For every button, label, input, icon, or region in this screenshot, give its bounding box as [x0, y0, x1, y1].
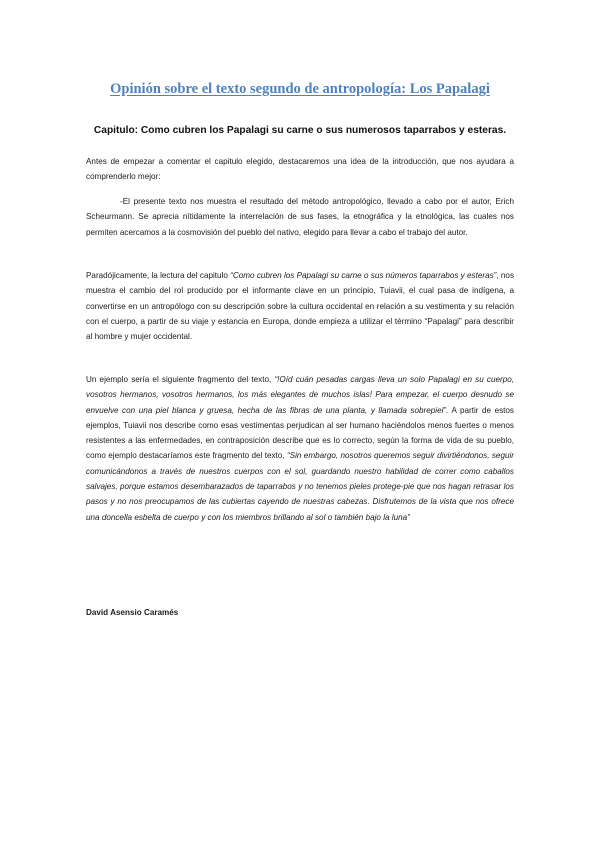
second-paragraph-text-1: Paradójicamente, la lectura del capitulo [86, 271, 231, 280]
intro-paragraph: Antes de empezar a comentar el capitulo elegido, destacaremos una idea de la introducción, que nos ayudara a comprenderlo mejor: [86, 157, 514, 182]
chapter-subtitle: Capitulo: Como cubren los Papalagi su carne o sus numerosos taparrabos y esteras. [93, 125, 507, 136]
intro-quote-paragraph [86, 194, 514, 240]
third-paragraph-text-2: A partir de estos ejemplos, Tuiavii nos describe como esas vestimentas perjudican al ser humano haciéndolos menos fuertes o menos resistentes a las enfermedades, en contraposición describe que es lo correcto, según la forma de vida de su pueblo, como ejemplo destacaríamos este fragmento del texto, [86, 405, 514, 461]
third-paragraph-italic-2: “Sin embargo, nosotros queremos seguir divirtiéndonos, seguir comunicándonos a través de nuestros cuerpos con el sol, guardando nuestro habilidad de correr como caballos salvajes, porque estamos desembarazados de taparrabos y no tenemos pieles protege-pie que nos hagan retrasar los pasos y no nos preocupamos de las cubiertas cayendo de nuestras cabezas. Disfrutemos de la vista que nos ofrece una doncella esbelta de cuerpo y con los miembros brillando al sol o también bajo la luna” [86, 451, 514, 522]
author-signature: David Asensio Caramés [86, 608, 179, 617]
second-paragraph [86, 268, 514, 344]
third-paragraph [86, 372, 514, 525]
third-paragraph-italic-1: “!Oíd cuán pesadas cargas lleva un solo Papalagi en su cuerpo, vosotros hermanos, vosotros hermanos, los más elegantes de muchos islas! Para empezar, el cuerpo desnudo se envuelve con una piel blanca y gruesa, hecha de las fibras de una planta, y llamada sobrepiel”. [86, 375, 515, 415]
second-paragraph-italic: “Como cubren los Papalagi su carne o sus números taparrabos y esteras” [230, 271, 497, 280]
document-title: Opinión sobre el texto segundo de antropología: Los Papalagi [110, 81, 490, 97]
second-paragraph-text-2: , nos muestra el cambio del rol producido por el informante clave en un principio, Tuiavii, el cual pasa de indígena, a convertirse en un antropólogo con su descripción sobre la cultura occidental en relación a su vestimenta y su relación con el cuerpo, a partir de su viaje y estancia en Europa, donde empieza a utilizar el término “Papalagi” para describir al hombre y mujer occidental. [86, 271, 515, 342]
intro-quote-text: -El presente texto nos muestra el resultado del método antropológico, llevado a cabo por el autor, Erich Scheurmann. Se aprecia nítidamente la interrelación de sus fases, la etnográfica y la etnológica, las cuales nos permiten acercamos a la cosmovisión del pueblo del nativo, elegido para llevar a cabo el trabajo del autor. [86, 197, 514, 237]
third-paragraph-text-1: Un ejemplo sería el siguiente fragmento del texto, [86, 375, 275, 384]
